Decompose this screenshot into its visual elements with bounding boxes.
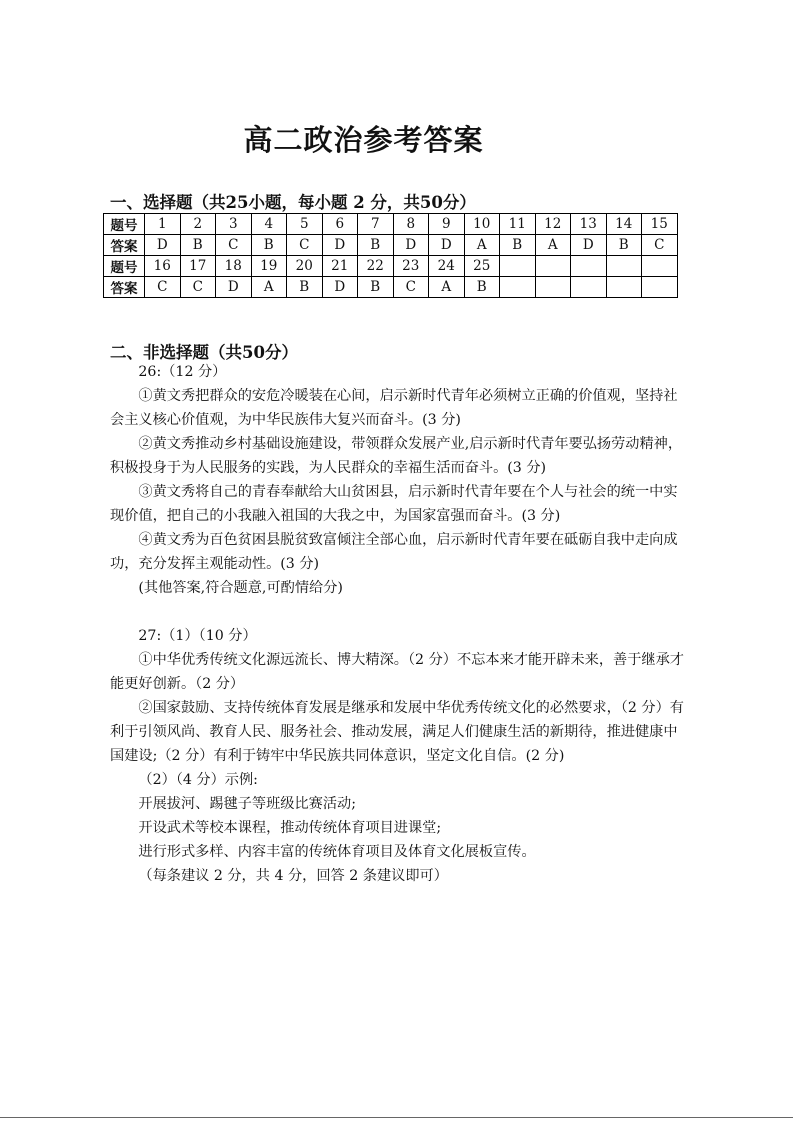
question-number-cell: [642, 256, 678, 277]
question-number-cell: 17: [180, 256, 216, 277]
answer-cell: D: [322, 277, 358, 298]
answer-cell: A: [535, 235, 571, 256]
answer-cell: A: [464, 235, 500, 256]
question-number-cell: 13: [571, 214, 607, 235]
question-number-cell: 7: [358, 214, 394, 235]
q27-point-1: ①中华优秀传统文化源远流长、博大精深。（2 分）不忘本来才能开辟未来，善于继承才能更好创新。（2 分）: [110, 652, 684, 692]
question-number-cell: 11: [500, 214, 536, 235]
q27-note: （每条建议 2 分，共 4 分，回答 2 条建议即可）: [138, 868, 448, 884]
question-number-cell: 6: [322, 214, 358, 235]
answer-cell: A: [251, 277, 287, 298]
section2-body: [110, 360, 688, 888]
q26-point-4: ④黄文秀为百色贫困县脱贫致富倾注全部心血，启示新时代青年要在砥砺自我中走向成功，充分发挥主观能动性。(3 分): [110, 532, 678, 572]
answer-cell: [642, 277, 678, 298]
answer-cell: C: [145, 277, 181, 298]
question-number-cell: 9: [429, 214, 465, 235]
section1-heading: 一、选择题（共25小题，每小题 2 分，共50分）: [110, 193, 476, 212]
answer-cell: B: [358, 277, 394, 298]
q26-title: 26:（12 分）: [138, 364, 227, 380]
question-number-cell: 3: [216, 214, 252, 235]
row-label-answer: 答案: [104, 235, 145, 256]
question-number-cell: 19: [251, 256, 287, 277]
q27-suggestion-2: 开设武术等校本课程，推动传统体育项目进课堂;: [138, 820, 442, 836]
question-number-cell: 14: [606, 214, 642, 235]
question-number-cell: 5: [287, 214, 323, 235]
answer-cell: D: [322, 235, 358, 256]
question-number-cell: 12: [535, 214, 571, 235]
question-number-cell: [500, 256, 536, 277]
q27-suggestion-1: 开展拔河、踢毽子等班级比赛活动;: [138, 796, 356, 812]
answer-cell: D: [145, 235, 181, 256]
question-number-cell: 24: [429, 256, 465, 277]
question-number-cell: [535, 256, 571, 277]
answer-cell: [606, 277, 642, 298]
answer-cell: C: [393, 277, 429, 298]
section2-heading: 二、非选择题（共50分）: [110, 343, 298, 362]
answer-cell: B: [180, 235, 216, 256]
question-number-row: [104, 256, 678, 277]
answer-cell: B: [251, 235, 287, 256]
question-number-cell: 21: [322, 256, 358, 277]
question-number-cell: 18: [216, 256, 252, 277]
q27-point-2: ②国家鼓励、支持传统体育发展是继承和发展中华优秀传统文化的必然要求，（2 分）有利于引领风尚、教育人民、服务社会、推动发展，满足人们健康生活的新期待，推进健康中国建设;（2 分）有利于铸牢中华民族共同体意识，坚定文化自信。(2 分): [110, 700, 684, 764]
answer-cell: C: [216, 235, 252, 256]
q27-suggestion-3: 进行形式多样、内容丰富的传统体育项目及体育文化展板宣传。: [138, 844, 536, 860]
question-number-cell: 15: [642, 214, 678, 235]
question-number-cell: 22: [358, 256, 394, 277]
q26-note: (其他答案,符合题意,可酌情给分): [138, 580, 343, 596]
question-number-cell: 25: [464, 256, 500, 277]
question-number-cell: 20: [287, 256, 323, 277]
question-number-cell: 23: [393, 256, 429, 277]
question-number-cell: [606, 256, 642, 277]
question-number-cell: 4: [251, 214, 287, 235]
answer-cell: D: [429, 235, 465, 256]
answer-cell: C: [287, 235, 323, 256]
answer-cell: B: [287, 277, 323, 298]
answer-cell: B: [358, 235, 394, 256]
question-number-cell: [571, 256, 607, 277]
answer-cell: [500, 277, 536, 298]
q27-title: 27:（1）（10 分）: [138, 628, 257, 644]
row-label-question: 题号: [104, 256, 145, 277]
answer-cell: B: [606, 235, 642, 256]
question-number-row: [104, 214, 678, 235]
answer-row: [104, 277, 678, 298]
answer-table: [103, 213, 678, 298]
q26-point-3: ③黄文秀将自己的青春奉献给大山贫困县，启示新时代青年要在个人与社会的统一中实现价值，把自己的小我融入祖国的大我之中，为国家富强而奋斗。(3 分): [110, 484, 678, 524]
question-number-cell: 16: [145, 256, 181, 277]
q27-sub2-title: （2）（4 分）示例:: [138, 772, 258, 788]
question-number-cell: 1: [145, 214, 181, 235]
answer-cell: C: [180, 277, 216, 298]
question-number-cell: 10: [464, 214, 500, 235]
answer-cell: D: [216, 277, 252, 298]
q26-point-1: ①黄文秀把群众的安危冷暖装在心间，启示新时代青年必须树立正确的价值观，坚持社会主义核心价值观，为中华民族伟大复兴而奋斗。(3 分): [110, 388, 678, 428]
answer-cell: D: [571, 235, 607, 256]
answer-cell: A: [429, 277, 465, 298]
answer-cell: [571, 277, 607, 298]
answer-cell: B: [464, 277, 500, 298]
question-number-cell: 8: [393, 214, 429, 235]
page-bottom-rule: [0, 1117, 793, 1118]
answer-cell: D: [393, 235, 429, 256]
page-title: 高二政治参考答案: [243, 123, 484, 157]
answer-row: [104, 235, 678, 256]
answer-cell: C: [642, 235, 678, 256]
question-number-cell: 2: [180, 214, 216, 235]
row-label-question: 题号: [104, 214, 145, 235]
answer-cell: [535, 277, 571, 298]
answer-cell: B: [500, 235, 536, 256]
row-label-answer: 答案: [104, 277, 145, 298]
q26-point-2: ②黄文秀推动乡村基础设施建设，带领群众发展产业,启示新时代青年要弘扬劳动精神，积极投身于为人民服务的实践，为人民群众的幸福生活而奋斗。(3 分): [110, 436, 683, 476]
